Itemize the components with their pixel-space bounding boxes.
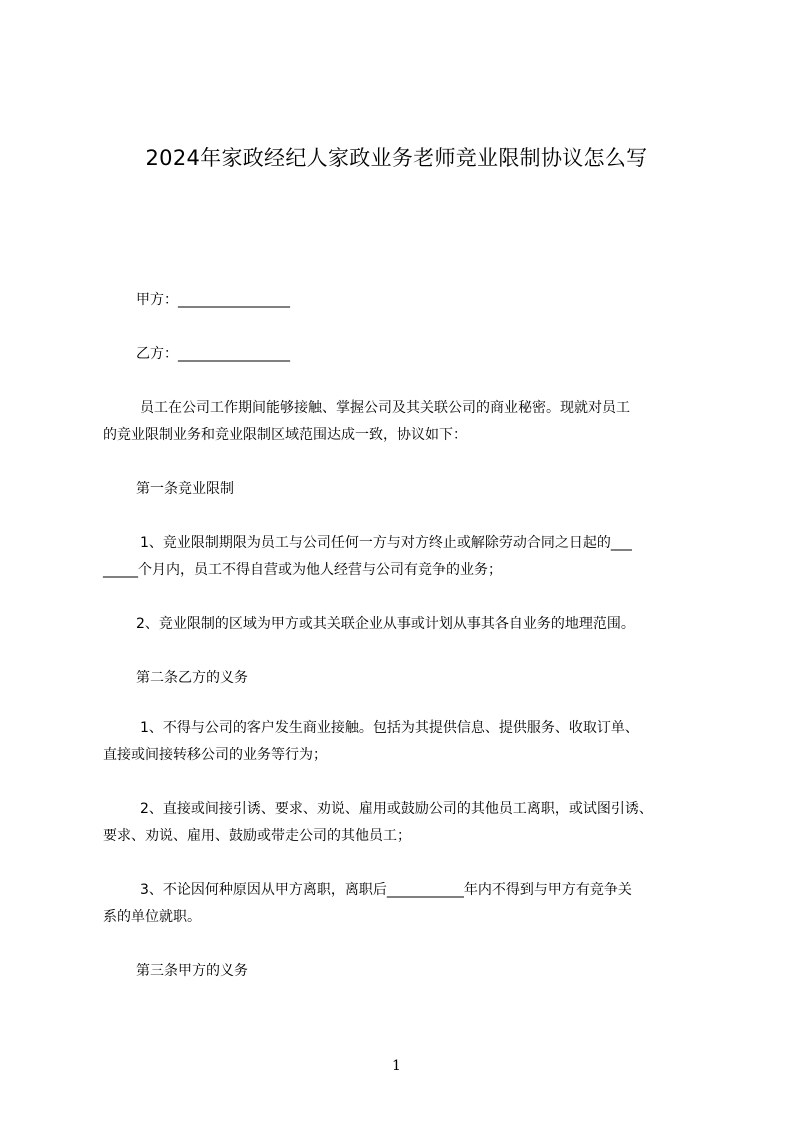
article-2-item-1-line-2: 直接或间接转移公司的业务等行为； <box>103 747 327 763</box>
page-number: 1 <box>392 1058 401 1074</box>
party-a-line: 甲方：________________ <box>136 292 290 308</box>
article-1-item-2: 2、竞业限制的区域为甲方或其关联企业从事或计划从事其各自业务的地理范围。 <box>136 616 635 632</box>
article-2-item-2-line-1: 2、直接或间接引诱、要求、劝说、雇用或鼓励公司的其他员工离职，或试图引诱、 <box>140 801 653 817</box>
article-3-heading: 第三条甲方的义务 <box>136 963 248 979</box>
article-2-heading: 第二条乙方的义务 <box>136 670 248 686</box>
intro-paragraph-line-1: 员工在公司工作期间能够接触、掌握公司及其关联公司的商业秘密。现就对员工 <box>140 400 630 416</box>
document-title: 2024年家政经纪人家政业务老师竞业限制协议怎么写 <box>145 146 648 170</box>
article-1-heading: 第一条竞业限制 <box>136 481 234 497</box>
article-1-item-1-line-1: 1、竞业限制期限为员工与公司任何一方与对方终止或解除劳动合同之日起的___ <box>140 535 632 551</box>
intro-paragraph-line-2: 的竞业限制业务和竞业限制区域范围达成一致，协议如下： <box>103 427 467 443</box>
article-2-item-3-line-2: 系的单位就职。 <box>103 909 201 925</box>
party-b-line: 乙方：________________ <box>136 346 290 362</box>
article-2-item-1-line-1: 1、不得与公司的客户发生商业接触。包括为其提供信息、提供服务、收取订单、 <box>140 720 639 736</box>
article-2-item-2-line-2: 要求、劝说、雇用、鼓励或带走公司的其他员工； <box>103 828 411 844</box>
article-2-item-3-line-1: 3、不论因何种原因从甲方离职，离职后___________年内不得到与甲方有竞争关 <box>140 882 632 898</box>
article-1-item-1-line-2: _____个月内，员工不得自营或为他人经营与公司有竞争的业务； <box>103 562 502 578</box>
